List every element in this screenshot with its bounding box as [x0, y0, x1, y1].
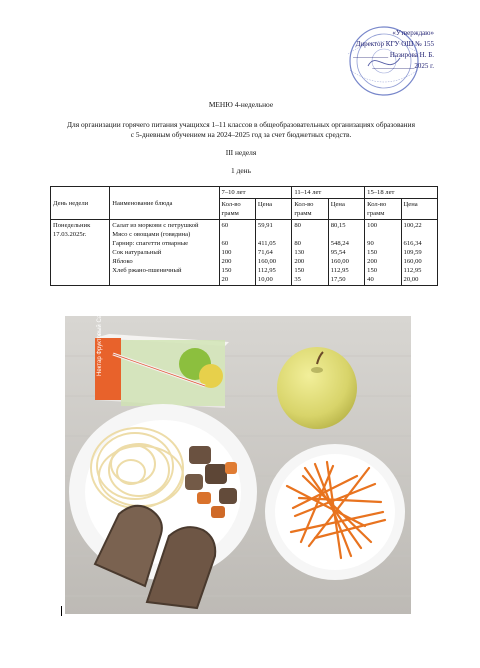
qty-value: 90 — [367, 240, 374, 247]
qty-value: 20 — [221, 276, 229, 283]
purpose-line: с 5-дневным обучением на 2024–2025 год за счет бюджетных средств. — [130, 130, 352, 139]
price-header: Цена — [401, 199, 437, 220]
price-value: 112,95 — [403, 267, 422, 274]
qty-value: 80 — [294, 222, 301, 229]
price-value: 100,22 — [403, 222, 422, 229]
col-day-header: День недели — [51, 187, 110, 220]
g2-price-cell — [328, 220, 364, 286]
g1-qty-cell — [219, 220, 255, 286]
price-value: 95,54 — [330, 249, 346, 256]
apple — [277, 347, 357, 429]
g1-price-cell — [255, 220, 291, 286]
qty-value: 150 — [221, 267, 232, 274]
price-header: Цена — [255, 199, 291, 220]
qty-header: Кол-во грамм — [292, 199, 328, 220]
qty-value: 40 — [367, 276, 374, 283]
text-cursor — [61, 606, 62, 616]
price-value: 160,00 — [330, 258, 349, 265]
dish-name: Сок натуральный — [112, 249, 162, 256]
price-value: 160,00 — [257, 258, 277, 265]
qty-value: 150 — [367, 249, 378, 256]
qty-value: 100 — [367, 222, 378, 229]
menu-title: МЕНЮ 4-недельное — [208, 100, 274, 109]
col-dish-header: Наименование блюда — [110, 187, 219, 220]
approval-line: __________ Назирова Н. Б. — [353, 51, 434, 59]
lunch-tray-illustration — [65, 316, 411, 614]
purpose-line: Для организации горячего питания учащихся 1–11 классов в общеобразовательных организациях образования — [67, 120, 415, 129]
price-value: 71,64 — [257, 249, 273, 256]
dish-name: Салат из моркови с петрушкой — [112, 222, 199, 229]
g2-qty-cell — [292, 220, 328, 286]
qty-value: 130 — [294, 249, 305, 256]
price-header: Цена — [328, 199, 364, 220]
carrot-salad-bowl — [265, 444, 405, 580]
qty-header: Кол-во грамм — [365, 199, 401, 220]
menu-table — [50, 186, 438, 286]
qty-value: 80 — [294, 240, 301, 247]
approval-line: Директор КГУ ОШ № 155 — [355, 40, 434, 48]
dish-name: Гарнир: спагетти отварные — [112, 240, 189, 247]
lunch-photo — [65, 316, 411, 614]
dish-name: Яблоко — [112, 258, 133, 265]
day-label: 1 день — [231, 166, 251, 175]
menu-document — [42, 18, 440, 306]
price-value: 411,05 — [257, 240, 276, 247]
price-value: 616,34 — [403, 240, 422, 247]
price-value: 59,91 — [257, 222, 273, 229]
approval-line: «Утверждаю» — [392, 29, 434, 37]
qty-value: 150 — [294, 267, 305, 274]
age-group-header: 11–14 лет — [292, 187, 365, 199]
price-value: 112,95 — [257, 267, 276, 274]
qty-value: 100 — [221, 249, 232, 256]
g3-qty-cell — [365, 220, 401, 286]
price-value: 109,59 — [403, 249, 422, 256]
price-value: 10,00 — [257, 276, 273, 283]
qty-value: 200 — [367, 258, 378, 265]
dish-name: Мясо с овощами (говядина) — [112, 231, 191, 238]
day-cell: Понедельник 17.03.2025г. — [51, 220, 110, 286]
juice-brand: Нектар Фруктовый Сад — [97, 316, 103, 376]
price-value: 160,00 — [403, 258, 422, 265]
qty-value: 60 — [221, 222, 229, 229]
price-value: 548,24 — [330, 240, 349, 247]
approval-block — [353, 28, 434, 72]
qty-value: 200 — [221, 258, 232, 265]
week-label: III неделя — [225, 148, 257, 157]
age-group-header: 15–18 лет — [365, 187, 438, 199]
approval-line: ____________2025 г. — [372, 62, 434, 70]
dishes-cell — [110, 220, 219, 286]
price-value: 20,00 — [403, 276, 419, 283]
qty-value: 150 — [367, 267, 378, 274]
age-group-header: 7–10 лет — [219, 187, 292, 199]
dish-name: Хлеб ржано-пшеничный — [112, 267, 182, 274]
qty-header: Кол-во грамм — [219, 199, 255, 220]
qty-value: 60 — [221, 240, 229, 247]
price-value: 80,15 — [330, 222, 346, 229]
g3-price-cell — [401, 220, 437, 286]
qty-value: 200 — [294, 258, 305, 265]
price-value: 17,50 — [330, 276, 346, 283]
qty-value: 35 — [294, 276, 301, 283]
price-value: 112,95 — [330, 267, 349, 274]
